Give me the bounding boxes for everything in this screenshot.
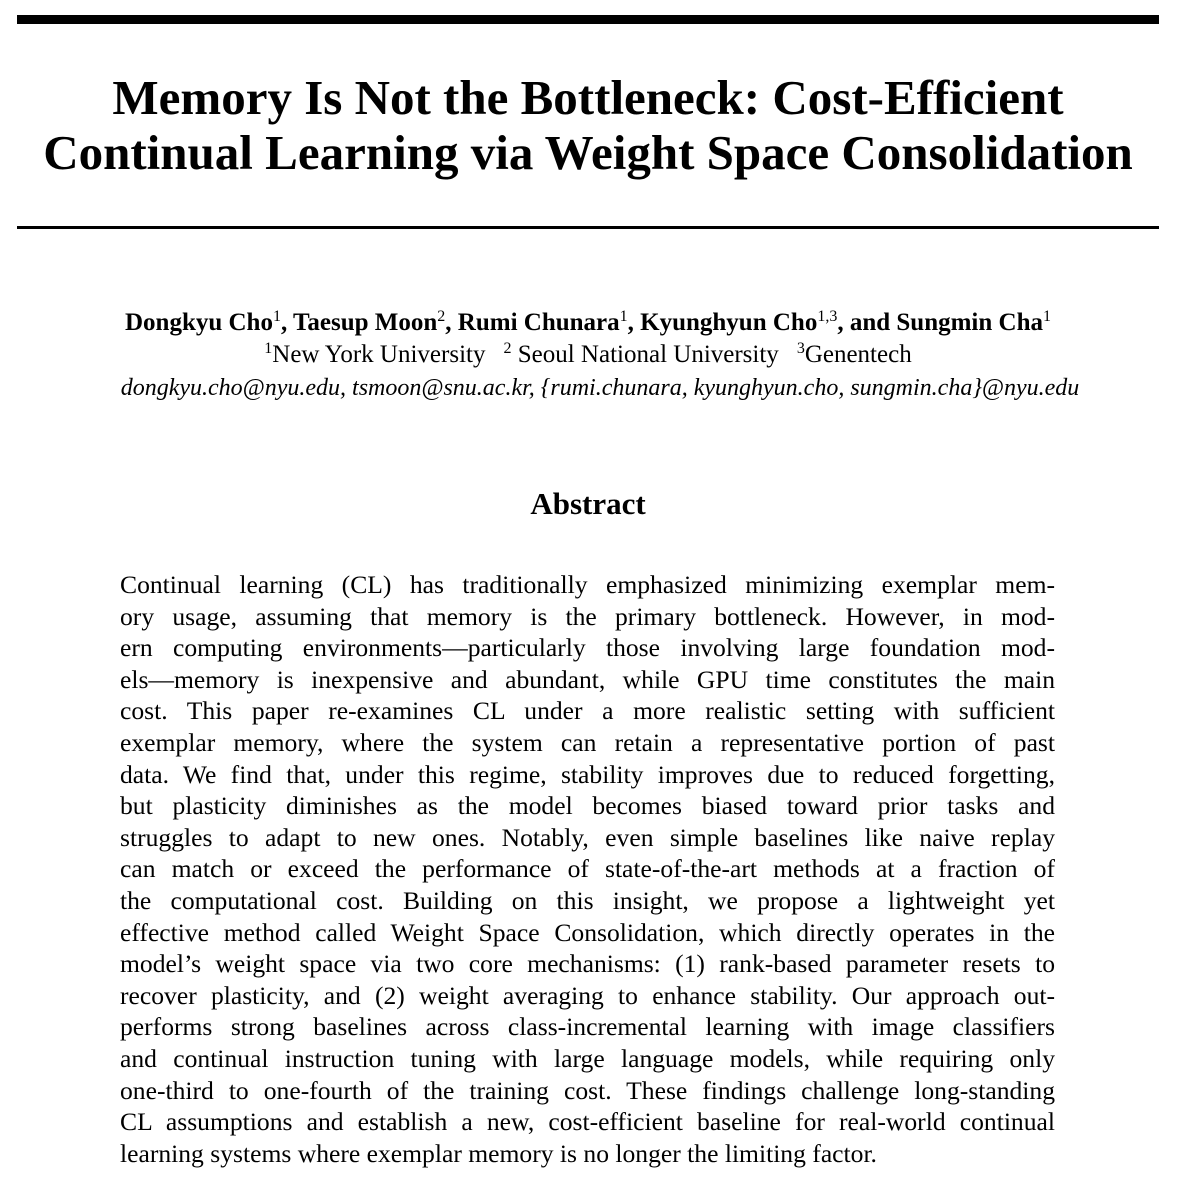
title-line: Memory Is Not the Bottleneck: Cost-Efficient — [112, 70, 1064, 125]
bottom-rule — [17, 226, 1159, 229]
abstract-line: Continual learning (CL) has traditionally emphasized minimizing exemplar mem- — [120, 570, 1055, 599]
author-separator: , — [280, 309, 294, 336]
affiliation-number: 2 — [503, 340, 512, 357]
abstract-line: ory usage, assuming that memory is the primary bottleneck. However, in mod- — [120, 601, 1055, 631]
author-affiliation-mark: 1 — [272, 308, 281, 325]
author-affiliation-mark: 1 — [1043, 308, 1051, 325]
abstract-line: the computational cost. Building on this insight, we propose a lightweight yet — [120, 885, 1055, 915]
affiliation-name: Seoul National University — [517, 341, 779, 368]
author-name: Kyunghyun Cho — [640, 309, 818, 336]
author-emails: dongkyu.cho@nyu.edu, tsmoon@snu.ac.kr, {rumi.chunara, kyunghyun.cho, sungmin.cha}@nyu.edu — [120, 375, 1080, 401]
top-rule — [17, 15, 1159, 24]
abstract-line: ern computing environments—particularly those involving large foundation mod- — [120, 633, 1055, 663]
abstract-line: effective method called Weight Space Consolidation, which directly operates in the — [120, 917, 1055, 947]
author-name: Taesup Moon — [293, 309, 438, 336]
author-name: Dongkyu Cho — [124, 309, 273, 336]
abstract-line: cost. This paper re-examines CL under a more realistic setting with sufficient — [120, 696, 1055, 726]
author-list — [0, 306, 1176, 340]
author-affiliation-mark: 2 — [437, 308, 446, 325]
affiliation-list — [0, 338, 1176, 372]
author-affiliation-mark: 1 — [619, 308, 628, 325]
abstract-line: CL assumptions and establish a new, cost-efficient baseline for real-world continual — [120, 1107, 1055, 1137]
title-line: Continual Learning via Weight Space Consolidation — [43, 125, 1133, 180]
author-name: Rumi Chunara — [457, 309, 620, 336]
author-separator: , — [627, 309, 641, 336]
abstract-line: one-third to one-fourth of the training cost. These findings challenge long-standing — [120, 1075, 1055, 1105]
abstract-line: model’s weight space via two core mechanisms: (1) rank-based parameter resets to — [120, 949, 1055, 979]
paper-title — [0, 70, 1176, 180]
abstract-line: data. We find that, under this regime, stability improves due to reduced forgetting, — [120, 759, 1055, 789]
abstract-line: exemplar memory, where the system can retain a representative portion of past — [120, 727, 1055, 757]
abstract-line: learning systems where exemplar memory is no longer the limiting factor. — [120, 1138, 877, 1168]
author-separator: , and — [837, 309, 897, 336]
abstract-line: but plasticity diminishes as the model becomes biased toward prior tasks and — [120, 791, 1055, 821]
abstract-body — [120, 569, 1055, 1169]
abstract-line: and continual instruction tuning with large language models, while requiring only — [120, 1043, 1055, 1073]
abstract-line: performs strong baselines across class-incremental learning with image classifiers — [120, 1012, 1055, 1042]
affiliation-name: New York University — [272, 341, 486, 368]
abstract-heading: Abstract — [530, 486, 646, 521]
affiliation-name: Genentech — [804, 341, 912, 368]
author-affiliation-mark: 1,3 — [817, 308, 838, 325]
abstract-line: can match or exceed the performance of state-of-the-art methods at a fraction of — [120, 854, 1055, 884]
abstract-line: recover plasticity, and (2) weight averaging to enhance stability. Our approach out- — [120, 980, 1055, 1010]
affiliation-number: 3 — [796, 340, 805, 357]
abstract-line: struggles to adapt to new ones. Notably, even simple baselines like naive replay — [120, 822, 1055, 852]
author-separator: , — [445, 309, 458, 336]
author-name: Sungmin Cha — [896, 309, 1043, 336]
abstract-line: els—memory is inexpensive and abundant, while GPU time constitutes the main — [120, 664, 1055, 694]
affiliation-number: 1 — [264, 340, 273, 357]
